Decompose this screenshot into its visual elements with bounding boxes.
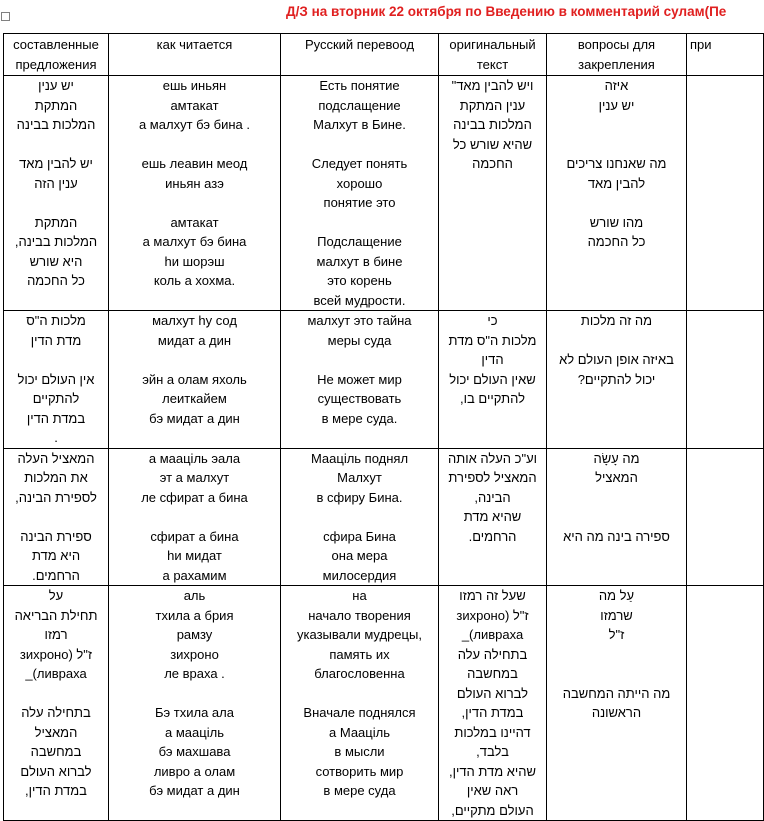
composed-sentence-cell xyxy=(4,586,109,821)
cell-line: эйн а олам яхоль xyxy=(142,371,247,387)
russian-translation-cell xyxy=(281,76,439,311)
cell-line xyxy=(112,507,277,527)
cell-line: לברוא העולם xyxy=(20,763,92,779)
cell-line: המלכות בבינה, xyxy=(14,234,98,249)
cell-line: שהיא שורש כל xyxy=(452,136,533,152)
table-header-row xyxy=(4,34,764,76)
cell-line: מה שאנחנו צריכים xyxy=(566,156,667,171)
cell-line: амтакат xyxy=(170,214,219,230)
cell-line xyxy=(550,664,683,684)
extra-cell xyxy=(687,586,764,821)
cell-line xyxy=(284,213,435,233)
cell-line: בלבד, xyxy=(476,744,509,759)
russian-translation-cell xyxy=(281,586,439,821)
cell-line: существовать xyxy=(317,391,402,406)
composed-sentence-cell xyxy=(4,311,109,449)
cell-line: а Мааціль xyxy=(329,724,390,740)
cell-line: указывали мудрецы, xyxy=(297,627,422,642)
cell-line xyxy=(550,193,683,213)
cell-line: איזה xyxy=(604,78,629,93)
cell-line: мидат а дин xyxy=(157,332,232,348)
review-question-cell xyxy=(547,586,687,821)
russian-translation-cell xyxy=(281,448,439,586)
cell-line: ראה שאין xyxy=(466,783,519,798)
cell-line: מלכות ה"ס מדת xyxy=(448,332,537,348)
pronunciation-cell xyxy=(109,586,281,821)
cell-line: המאציל xyxy=(595,470,638,485)
cell-line xyxy=(550,331,683,351)
original-text-cell xyxy=(439,311,547,449)
cell-line: להבין מאד xyxy=(587,175,646,191)
cell-line: подслащение xyxy=(318,97,401,113)
cell-line: ז"ל (зихроно xyxy=(19,646,93,662)
cell-line: понятие это xyxy=(323,195,396,210)
cell-line: . xyxy=(54,430,58,445)
cell-line: במחשבה xyxy=(30,744,82,759)
cell-line: коль а хохма. xyxy=(153,273,236,288)
cell-line: יכול להתקיים? xyxy=(577,371,656,387)
table-select-checkbox[interactable] xyxy=(1,12,10,21)
cell-line: במדת הדין, xyxy=(461,705,524,720)
cell-line: את המלכות xyxy=(24,470,88,485)
cell-line: бэ мидат а дин xyxy=(149,410,240,426)
cell-line: а рахамим xyxy=(162,567,227,583)
cell-line: зихроно xyxy=(170,646,219,662)
table-row xyxy=(4,448,764,586)
cell-line: שאין העולם יכול xyxy=(449,371,536,387)
cell-line: Малхут xyxy=(337,470,382,485)
cell-line: Малхут в Бине. xyxy=(313,117,406,132)
cell-line: כי xyxy=(487,313,498,328)
cell-line: ливро а олам xyxy=(153,763,236,779)
cell-line: в мере суда. xyxy=(321,410,398,426)
cell-line: малхут это тайна xyxy=(307,313,412,328)
cell-line: малхут hу сод xyxy=(152,313,237,328)
cell-line: העולם מתקיים, xyxy=(451,802,534,818)
cell-line: מה זה מלכות xyxy=(580,313,653,328)
cell-line: יש ענין xyxy=(38,78,74,93)
cell-line: הדין xyxy=(481,352,504,367)
cell-line: леиткайем xyxy=(162,391,227,406)
cell-line: hи мидат xyxy=(167,548,222,563)
cell-line: בתחילה עלה xyxy=(21,705,91,720)
cell-line xyxy=(112,684,277,704)
cell-line: а мааціль эала xyxy=(148,450,241,466)
cell-line: עַל מה xyxy=(598,588,635,603)
cell-line: память их xyxy=(329,646,390,662)
cell-line: ויש להבין מאד" xyxy=(451,78,534,93)
cell-line: Не может мир xyxy=(317,371,402,387)
cell-line: хорошо xyxy=(336,175,383,191)
cell-line: לספירת הבינה, xyxy=(15,489,97,505)
cell-line: тхила а брия xyxy=(155,607,234,623)
cell-line: эт а малхут xyxy=(159,470,230,485)
cell-line xyxy=(284,684,435,704)
cell-line xyxy=(550,507,683,527)
russian-translation-cell xyxy=(281,311,439,449)
pronunciation-cell xyxy=(109,448,281,586)
cell-line: הבינה, xyxy=(474,489,511,505)
cell-line: ле враха . xyxy=(164,666,225,681)
cell-line: מהו שורש xyxy=(589,214,644,230)
cell-line: דהיינו במלכות xyxy=(454,724,531,740)
cell-line xyxy=(7,135,105,155)
composed-sentence-cell xyxy=(4,76,109,311)
review-question-cell xyxy=(547,311,687,449)
cell-line: в мысли xyxy=(334,744,385,759)
cell-line: המלכות בבינה xyxy=(16,117,96,132)
cell-line: תחילת הבריאה xyxy=(14,607,98,623)
cell-line: מה עָשָׂה xyxy=(593,450,640,466)
cell-line: כל החכמה xyxy=(27,273,85,288)
cell-line: сфира Бина xyxy=(323,528,396,544)
extra-cell xyxy=(687,76,764,311)
cell-line: שעל זה רמזו xyxy=(459,588,526,603)
homework-table xyxy=(3,33,764,821)
cell-line: она мера xyxy=(331,548,388,563)
cell-line: Следует понять xyxy=(311,156,408,171)
table-body xyxy=(4,76,764,821)
cell-line: амтакат xyxy=(170,97,219,113)
cell-line xyxy=(284,507,435,527)
cell-line: бэ махшава xyxy=(158,744,231,759)
cell-line: малхут в бине xyxy=(316,253,403,269)
cell-line: מה הייתה המחשבה xyxy=(562,685,671,701)
cell-line: ספירת הבינה xyxy=(20,528,92,544)
review-question-cell xyxy=(547,448,687,586)
cell-line: אין העולם יכול xyxy=(17,371,95,387)
table-row xyxy=(4,76,764,311)
cell-line: המתקת xyxy=(34,214,78,230)
composed-sentence-cell xyxy=(4,448,109,586)
cell-line xyxy=(7,193,105,213)
cell-line: ענין המתקת xyxy=(459,97,526,113)
cell-line: היא מדת xyxy=(31,548,81,563)
cell-line: ле сфират а бина xyxy=(141,489,248,505)
cell-line: иньян азэ xyxy=(165,175,224,191)
cell-line xyxy=(7,350,105,370)
cell-line: המלכות בבינה xyxy=(453,117,532,132)
cell-line xyxy=(284,350,435,370)
header-cell: составленные предложения xyxy=(4,34,109,76)
cell-line xyxy=(112,135,277,155)
cell-line: ешь иньян xyxy=(162,78,227,93)
cell-line xyxy=(550,135,683,155)
table-row xyxy=(4,311,764,449)
cell-line: бэ мидат а дин xyxy=(149,783,240,798)
cell-line: всей мудрости. xyxy=(313,292,406,308)
cell-line xyxy=(550,488,683,508)
cell-line: а мааціль xyxy=(165,724,224,740)
cell-line: המתקת xyxy=(34,97,78,113)
header-cell: Русский перевоод xyxy=(281,34,439,76)
original-text-cell xyxy=(439,76,547,311)
cell-line xyxy=(7,507,105,527)
cell-line: ливраха)_ xyxy=(461,627,524,642)
cell-line: מדת הדין xyxy=(30,332,82,348)
review-question-cell xyxy=(547,76,687,311)
cell-line: שהיא מדת הדין, xyxy=(448,763,537,779)
cell-line: на xyxy=(352,588,367,603)
cell-line: במדת הדין, xyxy=(25,783,87,798)
cell-line: במדת הדין xyxy=(26,410,86,426)
header-cell: при xyxy=(687,34,764,76)
cell-line: יש ענין xyxy=(598,97,635,113)
cell-line: а малхут бэ бина . xyxy=(138,117,251,132)
cell-line: ענין הזה xyxy=(34,175,78,191)
cell-line: сотворить мир xyxy=(315,763,404,779)
cell-line: рамзу xyxy=(176,627,213,642)
cell-line: аль xyxy=(183,588,206,603)
cell-line: ז"ל xyxy=(608,627,625,642)
header-cell: вопросы для закрепления xyxy=(547,34,687,76)
cell-line xyxy=(550,645,683,665)
cell-line: в мере суда xyxy=(323,783,396,798)
cell-line: כל החכמה xyxy=(587,234,646,249)
header-cell: как читается xyxy=(109,34,281,76)
cell-line xyxy=(112,193,277,213)
cell-line: רמזו xyxy=(44,627,68,642)
header-cell: оригинальный текст xyxy=(439,34,547,76)
cell-line: милосердия xyxy=(322,567,397,583)
cell-line: במחשבה xyxy=(467,666,518,681)
cell-line: הראשונה xyxy=(591,705,642,720)
pronunciation-cell xyxy=(109,311,281,449)
cell-line: על xyxy=(48,588,64,603)
cell-line: מלכות ה"ס xyxy=(26,313,86,328)
pronunciation-cell xyxy=(109,76,281,311)
cell-line: שהיא מדת xyxy=(463,509,522,524)
cell-line: в сфиру Бина. xyxy=(316,489,403,505)
cell-line: Вначале поднялся xyxy=(303,705,416,720)
cell-line: הרחמים. xyxy=(32,567,80,583)
cell-line xyxy=(112,350,277,370)
cell-line: לברוא העולם xyxy=(456,685,529,701)
cell-line: меры суда xyxy=(327,332,392,348)
extra-cell xyxy=(687,311,764,449)
cell-line: ספירה בינה מה היא xyxy=(563,528,670,544)
original-text-cell xyxy=(439,448,547,586)
cell-line: ливраха)_ xyxy=(25,666,87,681)
cell-line: המאציל xyxy=(34,724,78,740)
cell-line: Бэ тхила ала xyxy=(155,705,234,720)
cell-line: начало творения xyxy=(308,607,411,623)
cell-line: וע"כ העלה אותה xyxy=(447,450,538,466)
cell-line: это корень xyxy=(327,273,392,288)
page-title: Д/З на вторник 22 октября по Введению в комментарий сулам(Пе xyxy=(286,4,727,19)
cell-line: ז"ל (зихроно xyxy=(456,607,529,623)
cell-line: להתקיים בו, xyxy=(460,391,525,406)
cell-line: יש להבין מאד xyxy=(19,156,93,171)
cell-line: ешь леавин меод xyxy=(141,156,248,171)
cell-line: המאציל לספירת xyxy=(448,470,537,485)
cell-line: а малхут бэ бина xyxy=(142,234,247,249)
cell-line: Подслащение xyxy=(317,234,402,249)
cell-line: Мааціль поднял xyxy=(310,450,409,466)
cell-line: החכמה xyxy=(472,156,513,171)
cell-line: היא שורש xyxy=(29,253,83,269)
cell-line: благословенна xyxy=(314,666,405,681)
cell-line xyxy=(550,115,683,135)
cell-line xyxy=(7,684,105,704)
cell-line: שרמזו xyxy=(600,607,633,623)
cell-line: להתקיים xyxy=(32,391,80,406)
cell-line: בתחילה עלה xyxy=(457,646,528,662)
cell-line: hи шорэш xyxy=(164,253,225,269)
table-row xyxy=(4,586,764,821)
extra-cell xyxy=(687,448,764,586)
cell-line: באיזה אופן העולם לא xyxy=(559,352,674,367)
cell-line: הרחמים. xyxy=(468,528,517,544)
cell-line xyxy=(284,135,435,155)
original-text-cell xyxy=(439,586,547,821)
cell-line: Есть понятие xyxy=(319,78,400,93)
cell-line: сфират а бина xyxy=(150,528,239,544)
cell-line: המאציל העלה xyxy=(17,450,95,466)
